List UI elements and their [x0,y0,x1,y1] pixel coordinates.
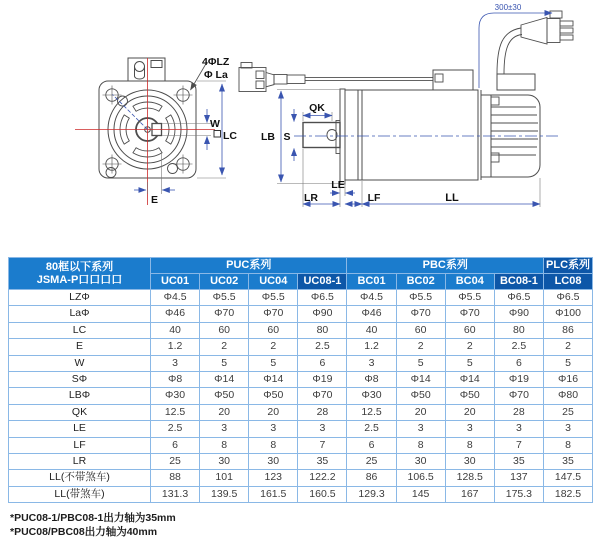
spec-table [8,257,593,503]
cell: Φ5.5 [396,290,445,306]
cell: Φ5.5 [249,290,298,306]
cell: 3 [396,421,445,437]
cell: 30 [396,454,445,470]
cell: Φ14 [249,372,298,388]
cell: Φ50 [445,388,494,404]
cell: 3 [200,421,249,437]
cell: 3 [298,421,347,437]
cell: 1.2 [151,339,200,355]
cell: 7 [298,437,347,453]
cell: 2.5 [347,421,396,437]
cell: 122.2 [298,470,347,486]
cell: 60 [200,322,249,338]
row-label: LZΦ [9,290,151,306]
cell: Φ5.5 [445,290,494,306]
label-4philz: 4ΦLZ [202,56,230,68]
motor-body [345,90,478,180]
cell: 60 [396,322,445,338]
cell: 123 [249,470,298,486]
model-header-UC01: UC01 [151,274,200,290]
cell: 2 [543,339,592,355]
terminal-box [433,70,473,90]
row-label: LaΦ [9,306,151,322]
cell: 30 [249,454,298,470]
spec-table-head [9,258,593,290]
label-ll: LL [445,192,459,204]
cell: 20 [249,404,298,420]
cell: 40 [151,322,200,338]
cell: 160.5 [298,486,347,502]
row-label: LF [9,437,151,453]
row-label: QK [9,404,151,420]
row-label: LE [9,421,151,437]
table-row [9,322,593,338]
cell: 137 [494,470,543,486]
label-cable-length: 300±30 [494,3,522,12]
cell: 2 [396,339,445,355]
cell: 28 [298,404,347,420]
cell: 145 [396,486,445,502]
cell: Φ8 [347,372,396,388]
label-le: LE [331,179,345,191]
cell: 25 [347,454,396,470]
front-connector-block [128,58,165,81]
encoder-connector [239,63,433,92]
cell: 25 [151,454,200,470]
cell: Φ8 [151,372,200,388]
label-w: W [210,118,220,130]
cell: 106.5 [396,470,445,486]
cell: Φ70 [200,306,249,322]
cell: Φ70 [494,388,543,404]
cell: 3 [347,355,396,371]
row-label: LBΦ [9,388,151,404]
cell: 6 [347,437,396,453]
cell: 35 [298,454,347,470]
row-label: E [9,339,151,355]
cell: 5 [445,355,494,371]
cell: 5 [200,355,249,371]
cell: Φ90 [494,306,543,322]
cell: 3 [543,421,592,437]
cell: 3 [249,421,298,437]
cell: Φ70 [298,388,347,404]
label-phi-la: Φ La [204,69,228,81]
cell: Φ14 [396,372,445,388]
cell: 80 [298,322,347,338]
cell: 8 [543,437,592,453]
series-group-header: PUC系列 [151,258,347,274]
motor-side-view [239,11,573,184]
cell: Φ46 [347,306,396,322]
label-s: S [283,131,291,143]
row-label: SΦ [9,372,151,388]
cell: 8 [249,437,298,453]
cell: Φ30 [151,388,200,404]
cell: Φ50 [396,388,445,404]
cell: 5 [249,355,298,371]
cell: Φ90 [298,306,347,322]
cell: 2.5 [494,339,543,355]
cell: 80 [494,322,543,338]
model-header-BC04: BC04 [445,274,494,290]
footnote-1: *PUC08-1/PBC08-1出力轴为35mm [10,512,176,524]
row-label: LL(不带煞车) [9,470,151,486]
table-row [9,470,593,486]
model-header-BC01: BC01 [347,274,396,290]
footnote-2: *PUC08/PBC08出力轴为40mm [10,525,158,538]
cell: 8 [200,437,249,453]
cell: 101 [200,470,249,486]
cell: Φ16 [543,372,592,388]
table-row [9,306,593,322]
cell: 25 [543,404,592,420]
cell: 1.2 [347,339,396,355]
label-lc: LC [223,130,237,142]
table-row [9,486,593,502]
cell: 12.5 [347,404,396,420]
power-cable [497,11,573,74]
cell: Φ4.5 [151,290,200,306]
table-row [9,388,593,404]
cell: 7 [494,437,543,453]
cable-gland [497,74,535,90]
model-header-UC08-1: UC08-1 [298,274,347,290]
row-label: LL(带煞车) [9,486,151,502]
table-row [9,372,593,388]
label-e: E [151,194,159,206]
cell: 20 [200,404,249,420]
row-label: LR [9,454,151,470]
cell: 6 [151,437,200,453]
table-row [9,355,593,371]
table-row [9,339,593,355]
table-row [9,290,593,306]
model-header-UC04: UC04 [249,274,298,290]
cell: Φ14 [445,372,494,388]
cell: 86 [543,322,592,338]
row-label: LC [9,322,151,338]
cell: Φ4.5 [347,290,396,306]
spec-table-body [9,290,593,503]
cell: 40 [347,322,396,338]
motor-front-view [75,58,215,205]
cell: Φ14 [200,372,249,388]
cell: 30 [200,454,249,470]
cell: 2 [445,339,494,355]
label-qk: QK [309,102,325,114]
cell: 20 [445,404,494,420]
cell: 128.5 [445,470,494,486]
cell: 12.5 [151,404,200,420]
side-shaft [303,123,340,148]
cell: Φ70 [445,306,494,322]
cell: Φ70 [396,306,445,322]
dimension-diagram [0,0,600,252]
model-header-UC02: UC02 [200,274,249,290]
cell: 131.3 [151,486,200,502]
label-lr: LR [304,192,318,204]
cell: 35 [494,454,543,470]
cell: Φ5.5 [200,290,249,306]
cell: Φ50 [249,388,298,404]
cell: 88 [151,470,200,486]
cell: Φ50 [200,388,249,404]
cell: Φ80 [543,388,592,404]
cell: 28 [494,404,543,420]
side-flange [340,89,345,184]
model-header-BC02: BC02 [396,274,445,290]
cell: Φ19 [494,372,543,388]
row-label: W [9,355,151,371]
cell: 2.5 [151,421,200,437]
series-group-header: PBC系列 [347,258,543,274]
cell: 147.5 [543,470,592,486]
table-row [9,454,593,470]
table-row [9,404,593,420]
footnotes [10,512,176,539]
cell: 2 [200,339,249,355]
cell: 3 [445,421,494,437]
cell: 2.5 [298,339,347,355]
cell: 35 [543,454,592,470]
cell: 167 [445,486,494,502]
dimension-labels [151,3,522,206]
cell: 30 [445,454,494,470]
cell: 6 [494,355,543,371]
cell: Φ6.5 [494,290,543,306]
cell: 139.5 [200,486,249,502]
square-symbol [214,131,221,138]
cell: 129.3 [347,486,396,502]
cell: 3 [151,355,200,371]
label-lb: LB [261,131,275,143]
model-header-LC08: LC08 [543,274,592,290]
cell: 5 [543,355,592,371]
table-row [9,437,593,453]
series-column-header: 80框以下系列 JSMA-P口口口口 [9,258,151,290]
cell: 86 [347,470,396,486]
label-lf: LF [367,192,381,204]
cell: Φ30 [347,388,396,404]
cell: 161.5 [249,486,298,502]
cell: 175.3 [494,486,543,502]
series-group-header: PLC系列 [543,258,592,274]
cell: 8 [445,437,494,453]
cell: 8 [396,437,445,453]
cell: Φ19 [298,372,347,388]
cell: 20 [396,404,445,420]
cell: 2 [249,339,298,355]
cell: 182.5 [543,486,592,502]
cell: Φ6.5 [298,290,347,306]
cell: 6 [298,355,347,371]
cell: Φ70 [249,306,298,322]
cell: Φ100 [543,306,592,322]
cell: Φ46 [151,306,200,322]
cell: 3 [494,421,543,437]
model-header-BC08-1: BC08-1 [494,274,543,290]
cell: Φ6.5 [543,290,592,306]
cell: 60 [445,322,494,338]
diagonal-centerline [113,95,148,130]
cell: 60 [249,322,298,338]
table-row [9,421,593,437]
cell: 5 [396,355,445,371]
